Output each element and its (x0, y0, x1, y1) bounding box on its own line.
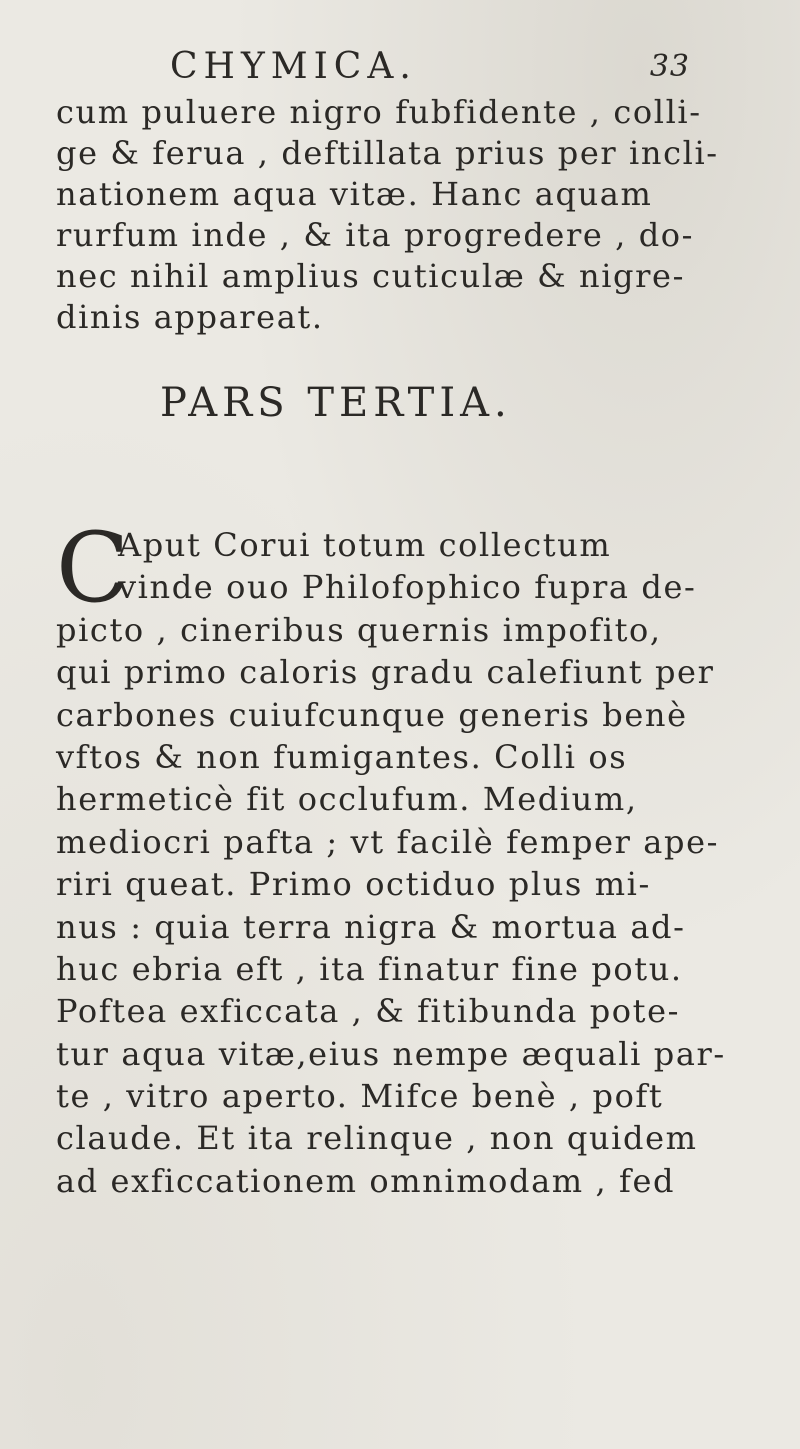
drop-cap: C (56, 512, 132, 624)
text-line: nationem aqua vitæ. Hanc aquam (56, 175, 653, 213)
text-line: claude. Et ita relinque , non quidem (56, 1119, 698, 1158)
second-text-line (56, 566, 800, 608)
text-line: cum puluere nigro fubfidente , colli- (56, 93, 702, 131)
text-line: picto , cineribus quernis impofito, (56, 610, 662, 649)
running-title: CHYMICA. (170, 46, 417, 87)
page-number: 33 (649, 49, 690, 84)
text-line: vftos & non fumigantes. Colli os (56, 737, 628, 776)
text-line: te , vitro aperto. Mifce benè , poft (56, 1077, 664, 1116)
text-line: Poftea exficcata , & fitibunda pote- (56, 992, 681, 1031)
text-line: nus : quia terra nigra & mortua ad- (56, 907, 686, 946)
text-line: rurfum inde , & ita progredere , do- (56, 216, 695, 254)
text-line: ge & ferua , deftillata prius per incli- (56, 134, 719, 172)
text-line: vinde ouo Philofophico fupra de- (118, 568, 697, 607)
text-line: qui primo caloris gradu calefiunt per (56, 653, 715, 692)
intro-paragraph (56, 92, 800, 338)
body-paragraph (56, 512, 800, 1202)
text-line: dinis appareat. (56, 298, 324, 336)
running-head (170, 44, 690, 90)
text-line: tur aqua vitæ,eius nempe æquali par- (56, 1034, 726, 1073)
text-line: huc ebria eft , ita finatur fine potu. (56, 949, 683, 988)
text-line: carbones cuiufcunque generis benè (56, 695, 688, 734)
text-line: mediocri pafta ; vt facilè femper ape- (56, 822, 720, 861)
text-line: riri queat. Primo octiduo plus mi- (56, 865, 651, 904)
text-line: Aput Corui totum collectum (118, 526, 612, 564)
text-line: hermeticè fit occlufum. Medium, (56, 780, 638, 819)
text-line: ad exficcationem omnimodam , fed (56, 1161, 676, 1200)
section-heading: PARS TERTIA. (160, 380, 512, 426)
text-line: nec nihil amplius cuticulæ & nigre- (56, 257, 685, 295)
